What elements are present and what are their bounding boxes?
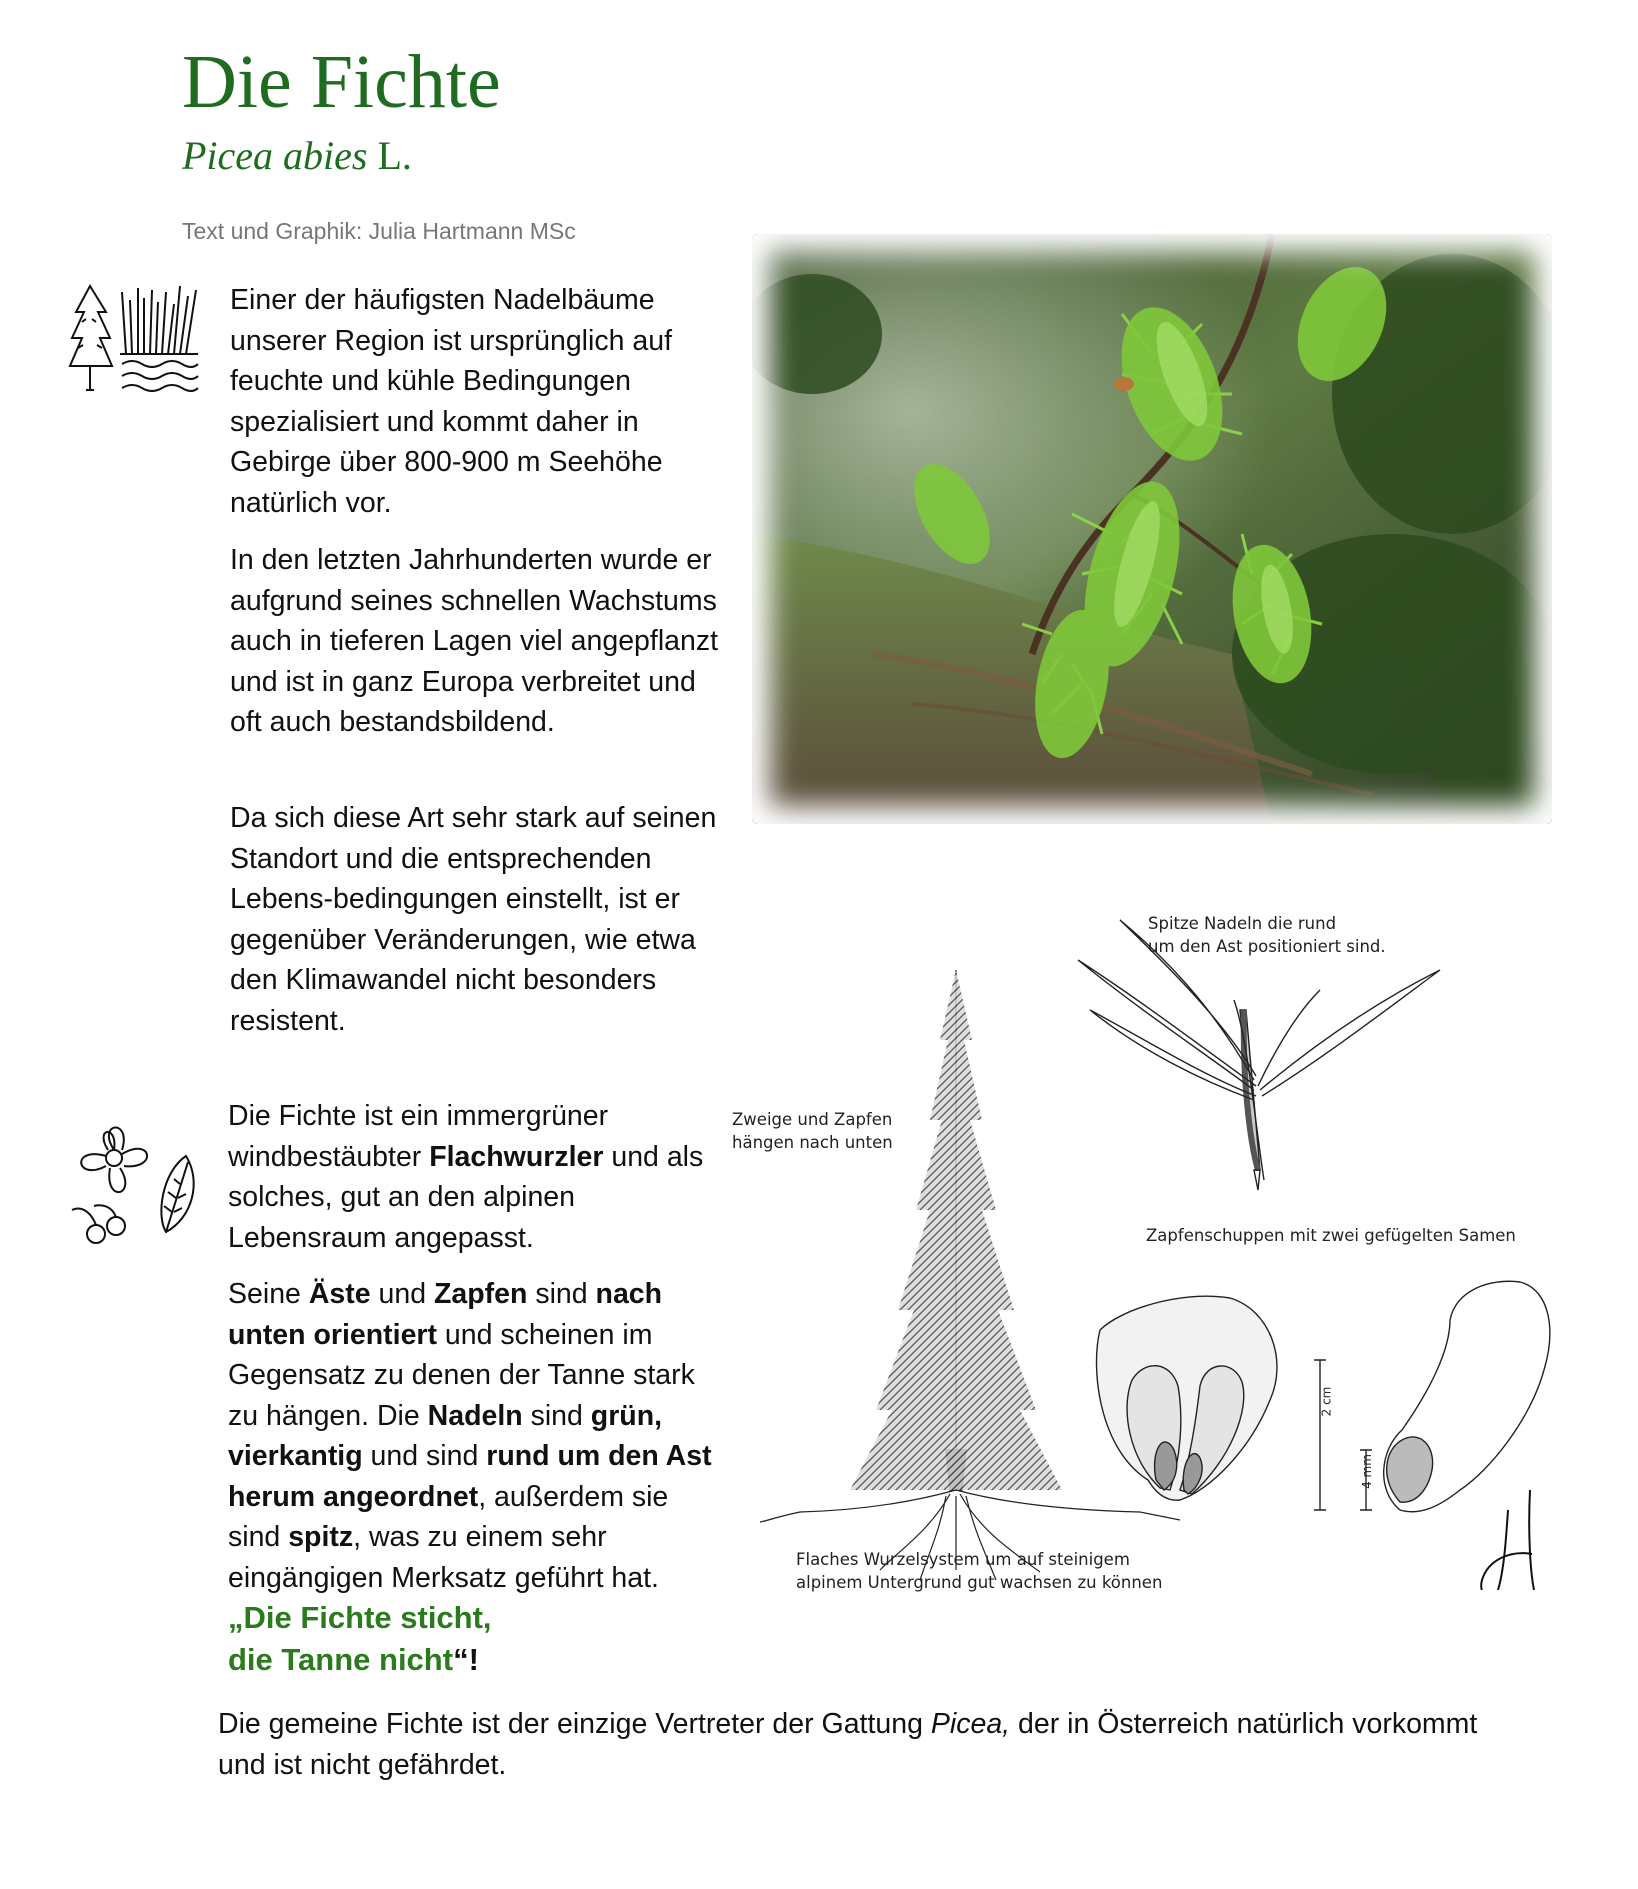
label-branches xyxy=(732,1108,893,1154)
label-roots-line-2: alpinem Untergrund gut wachsen zu können xyxy=(796,1573,1163,1592)
habitat-icon xyxy=(68,282,202,394)
paragraph-features xyxy=(228,1274,718,1681)
paragraph-climate: Da sich diese Art sehr stark auf seinen Standort und die entsprechenden Lebens-bedingungen einstellt, ist er gegenüber Veränderungen, wie etwa den Klimawandel nicht besonders resistent. xyxy=(230,802,717,1037)
bold-nach-unten: nach unten orientiert xyxy=(228,1278,663,1351)
bold-gruen-vierkantig: grün, vierkantig xyxy=(228,1399,663,1472)
label-branches-line-1: Zweige und Zapfen xyxy=(732,1110,893,1129)
cone-scale-drawing xyxy=(1096,1296,1326,1510)
latin-binomial: Picea abies xyxy=(182,133,368,178)
bold-rund-um-ast: rund um den Ast herum angeordnet xyxy=(228,1440,712,1513)
text-fragment: und als solches, gut an den alpinen Lebensraum angepasst. xyxy=(228,1140,704,1254)
text-fragment: , außerdem sie sind xyxy=(228,1480,669,1553)
spruce-branch-photo xyxy=(752,234,1552,824)
label-roots xyxy=(796,1548,1162,1594)
text-fragment: sind xyxy=(522,1399,591,1432)
text-fragment: sind xyxy=(527,1278,596,1310)
paragraph-intro: Einer der häufigsten Nadelbäume unserer Region ist ursprünglich auf feuchte und kühle Bedingungen spezialisiert und kommt daher in Gebirge über 800-900 m Seehöhe natürlich vor. xyxy=(230,284,672,519)
text-fragment: und scheinen im Gegensatz zu denen der Tanne stark zu hängen. Die xyxy=(228,1318,695,1432)
bold-spitz: spitz xyxy=(288,1521,354,1553)
latin-name xyxy=(182,133,412,178)
needles-drawing xyxy=(1078,920,1440,1190)
mnemonic-quote-1: „Die Fichte sticht, xyxy=(228,1600,492,1635)
paragraph-history: In den letzten Jahrhunderten wurde er aufgrund seines schnellen Wachstums auch in tieferen Lagen viel angepflanzt und ist in ganz Europa verbreitet und oft auch bestandsbildend. xyxy=(230,544,719,738)
label-roots-line-1: Flaches Wurzelsystem um auf steinigem xyxy=(796,1550,1130,1569)
mnemonic-quote-end: “! xyxy=(453,1641,479,1677)
paragraph-footer xyxy=(218,1704,1478,1785)
bold-flachwurzler: Flachwurzler xyxy=(429,1140,604,1173)
label-cone-scales: Zapfenschuppen mit zwei gefügelten Samen xyxy=(1146,1226,1516,1245)
mnemonic-quote-2: die Tanne nicht xyxy=(228,1641,454,1677)
label-scale-2cm: 2 cm xyxy=(1319,1386,1334,1417)
label-branches-line-2: hängen nach unten xyxy=(732,1133,893,1152)
text-fragment: , was zu einem sehr eingängigen Merksatz geführt hat. xyxy=(228,1521,659,1594)
tree-drawing xyxy=(760,970,1180,1580)
text-fragment: Seine xyxy=(228,1278,309,1310)
text-fragment: und sind xyxy=(362,1440,487,1472)
winged-seed-drawing xyxy=(1360,1281,1550,1512)
genus-name: Picea, xyxy=(930,1708,1011,1740)
bold-aeste: Äste xyxy=(308,1278,371,1310)
label-scale-4mm: 4 mm xyxy=(1359,1454,1374,1489)
text-fragment: Die gemeine Fichte ist der einzige Vertreter der Gattung xyxy=(218,1708,931,1740)
text-fragment: der in Österreich natürlich vorkommt und ist nicht gefährdet. xyxy=(218,1708,1478,1781)
author-abbreviation: L. xyxy=(377,133,412,178)
signature-icon xyxy=(1481,1490,1534,1590)
credit-line: Text und Graphik: Julia Hartmann MSc xyxy=(182,218,576,244)
page-title: Die Fichte xyxy=(182,40,501,124)
text-fragment: und xyxy=(370,1278,434,1310)
bold-zapfen: Zapfen xyxy=(433,1278,528,1310)
flower-leaf-icon xyxy=(66,1112,206,1248)
spruce-photo-graphic xyxy=(752,234,1552,824)
label-needles-line-1: Spitze Nadeln die rund xyxy=(1148,914,1337,933)
label-needles xyxy=(1148,912,1386,958)
bold-nadeln: Nadeln xyxy=(427,1399,523,1432)
label-needles-line-2: um den Ast positioniert sind. xyxy=(1148,937,1386,956)
text-fragment: Die Fichte ist ein immergrüner windbestäubter xyxy=(228,1100,609,1173)
paragraph-roots xyxy=(228,1096,714,1258)
